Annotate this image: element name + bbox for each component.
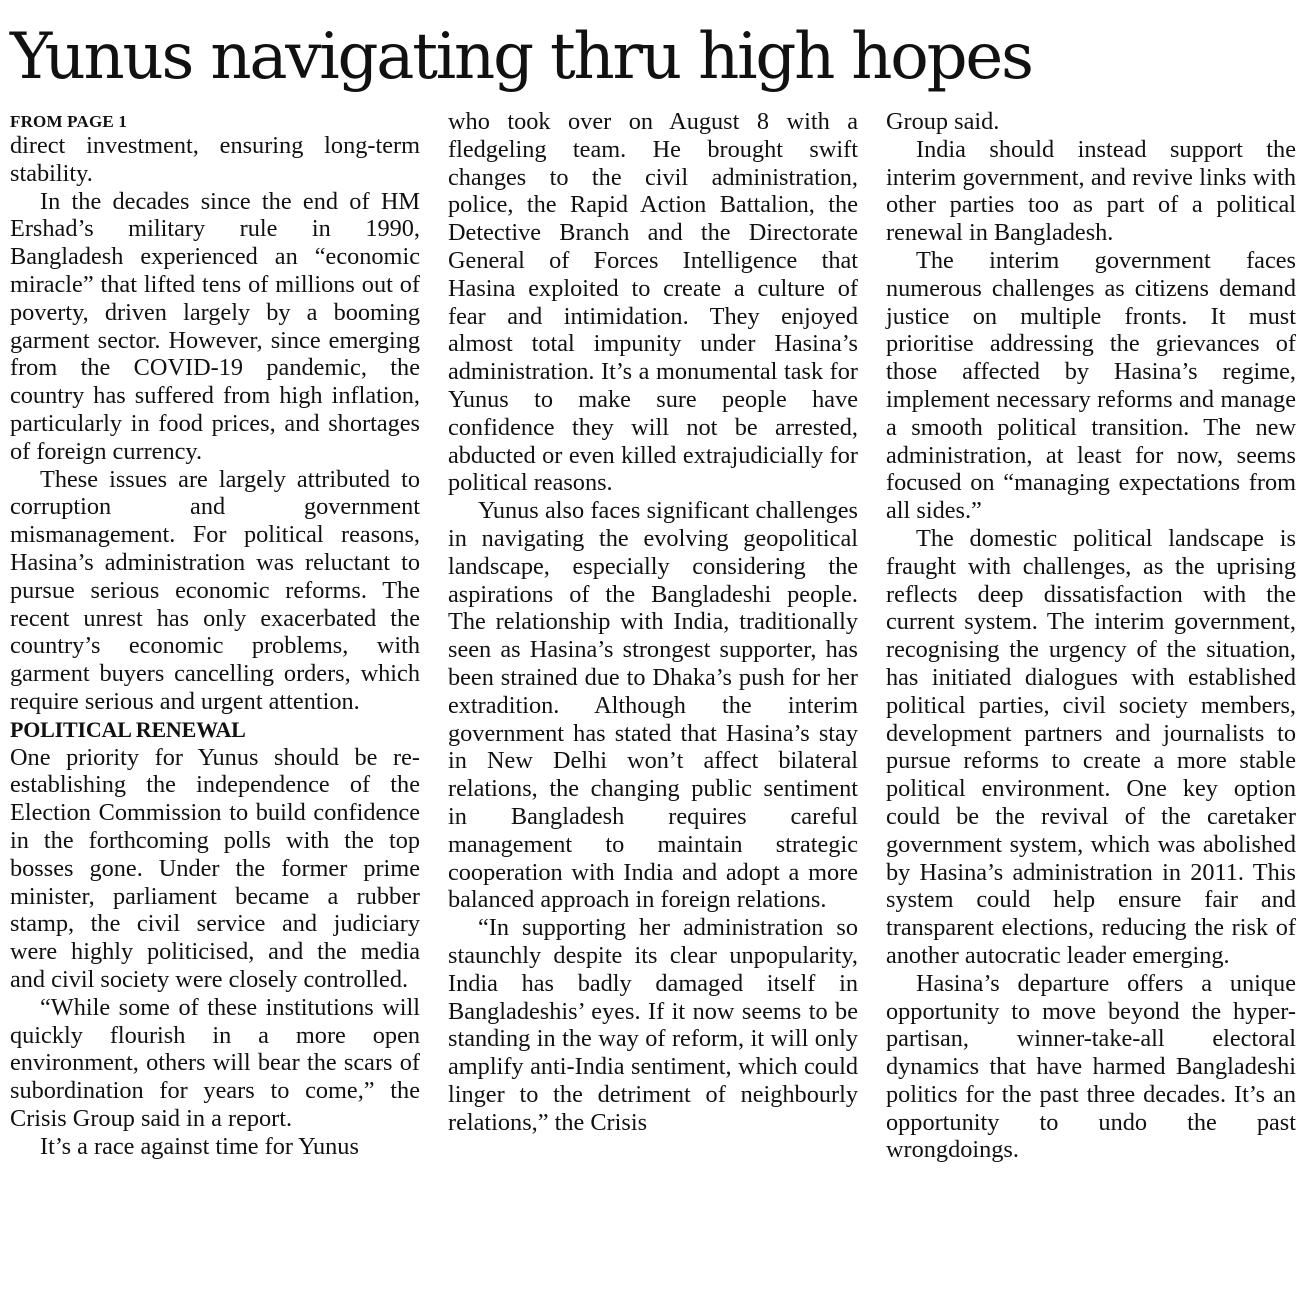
- paragraph: India should instead support the interim government, and revive links with other parties too as part of a political renewal in Bangladesh.: [886, 135, 1296, 247]
- article-column-2: [448, 108, 858, 1136]
- paragraph: One priority for Yunus should be re-establishing the independence of the Election Commission to build confidence in the forthcoming polls with the top bosses gone. Under the former prime minister, parliament became a rubber stamp, the civil service and judiciary were highly politicised, and the media and civil society were closely controlled.: [10, 743, 420, 993]
- paragraph: The domestic political landscape is fraught with challenges, as the uprising reflects deep dissatisfaction with the current system. The interim government, recognising the urgency of the situation, has initiated dialogues with established political parties, civil society members, development partners and journalists to pursue reforms to create a more stable political environment. One key option could be the revival of the caretaker government system, which was abolished by Hasina’s administration in 2011. This system could help ensure fair and transparent elections, reducing the risk of another autocratic leader emerging.: [886, 524, 1296, 969]
- paragraph: who took over on August 8 with a fledgeling team. He brought swift changes to the civil administration, police, the Rapid Action Battalion, the Detective Branch and the Directorate General of Forces Intelligence that Hasina exploited to create a culture of fear and intimidation. They enjoyed almost total impunity under Hasina’s administration. It’s a monumental task for Yunus to make sure people have confidence they will not be arrested, abducted or even killed extrajudicially for political reasons.: [448, 108, 858, 497]
- paragraph: In the decades since the end of HM Ershad’s military rule in 1990, Bangladesh experienced an “economic miracle” that lifted tens of millions out of poverty, driven largely by a booming garment sector. However, since emerging from the COVID-19 pandemic, the country has suffered from high inflation, particularly in food prices, and shortages of foreign currency.: [10, 187, 420, 465]
- paragraph: “In supporting her administration so staunchly despite its clear unpopularity, India has badly damaged itself in Bangladeshis’ eyes. If it now seems to be standing in the way of reform, it will only amplify anti-India sentiment, which could linger to the detriment of neighbourly relations,” the Crisis: [448, 914, 858, 1136]
- subheading-political-renewal: POLITICAL RENEWAL: [10, 716, 246, 742]
- paragraph: Hasina’s departure offers a unique opportunity to move beyond the hyper-partisan, winner-take-all electoral dynamics that have harmed Bangladeshi politics for the past three decades. It’s an opportunity to undo the past wrongdoings.: [886, 969, 1296, 1164]
- paragraph: The interim government faces numerous challenges as citizens demand justice on multiple fronts. It must prioritise addressing the grievances of those affected by Hasina’s regime, implement necessary reforms and manage a smooth political transition. The new administration, at least for now, seems focused on “managing expectations from all sides.”: [886, 246, 1296, 525]
- paragraph: These issues are largely attributed to corruption and government mismanagement. For political reasons, Hasina’s administration was reluctant to pursue serious economic reforms. The recent unrest has only exacerbated the country’s economic problems, with garment buyers cancelling orders, which require serious and urgent attention.: [10, 465, 420, 715]
- paragraph: Yunus also faces significant challenges in navigating the evolving geopolitical landscape, especially considering the aspirations of the Bangladeshi people. The relationship with India, traditionally seen as Hasina’s strongest supporter, has been strained due to Dhaka’s push for her extradition. Although the interim government has stated that Hasina’s stay in New Delhi won’t affect bilateral relations, the changing public sentiment in Bangladesh requires careful management to maintain strategic cooperation with India and adopt a more balanced approach in foreign relations.: [448, 497, 858, 914]
- paragraph: direct investment, ensuring long-term stability.: [10, 132, 420, 187]
- paragraph: It’s a race against time for Yunus: [40, 1132, 359, 1160]
- paragraph: “While some of these institutions will quickly flourish in a more open environment, others will bear the scars of subordination for years to come,” the Crisis Group said in a report.: [10, 993, 420, 1132]
- headline: Yunus navigating thru high hopes: [10, 20, 1032, 94]
- kicker-from-page-1: FROM PAGE 1: [10, 112, 128, 131]
- article-column-1: [10, 108, 420, 1160]
- paragraph: Group said.: [886, 108, 1000, 135]
- article-column-3: [886, 108, 1296, 1164]
